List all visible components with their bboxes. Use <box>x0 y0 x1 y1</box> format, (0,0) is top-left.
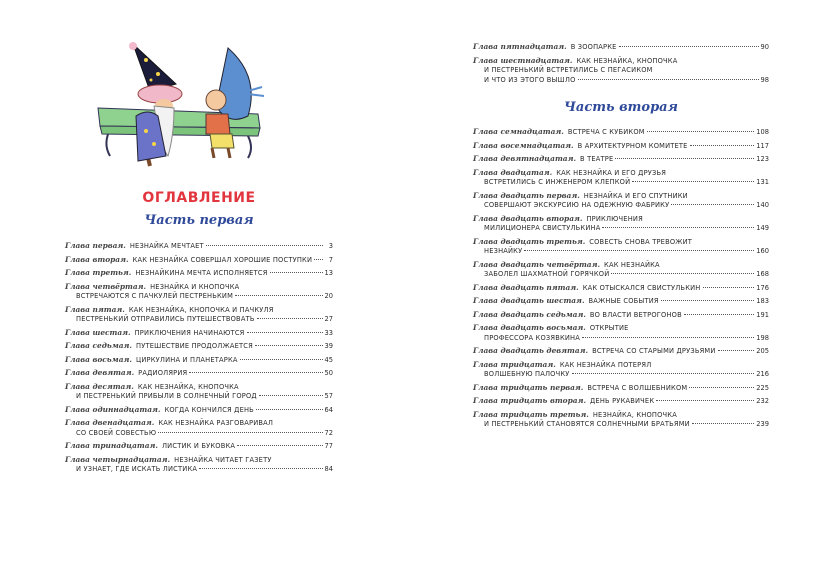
toc-entry[interactable] <box>473 383 769 393</box>
toc-entry[interactable] <box>473 396 769 406</box>
dot-leader <box>689 387 754 388</box>
page-number: 27 <box>324 314 333 323</box>
page-number: 183 <box>756 296 769 305</box>
dot-leader <box>572 373 755 374</box>
toc-entry-line <box>473 346 769 356</box>
toc-entry-line <box>473 141 769 151</box>
chapter-title: ВСТРЕЧА С ВОЛШЕБНИКОМ <box>587 382 688 392</box>
page-number: 117 <box>756 140 769 150</box>
dot-leader <box>692 423 754 424</box>
dot-leader <box>718 350 755 351</box>
page-number: 205 <box>756 346 769 355</box>
toc-entry-line <box>65 418 333 428</box>
chapter-label: Глава двадцать восьмая. <box>473 323 586 332</box>
chapter-title: И ПЕСТРЕНЬКИЙ СТАНОВЯТСЯ СОЛНЕЧНЫМИ БРАТЬЯМИ <box>484 419 690 428</box>
chapter-label: Глава двадцать вторая. <box>473 213 583 223</box>
page-number: 232 <box>756 396 769 405</box>
toc-entry-line <box>65 368 333 378</box>
toc-entry[interactable] <box>65 305 333 324</box>
page-number: 216 <box>756 369 769 378</box>
chapter-label: Глава тридцать первая. <box>473 382 584 392</box>
toc-entry[interactable] <box>65 441 333 451</box>
page-number: 72 <box>324 427 333 437</box>
chapter-label: Глава двадцать шестая. <box>473 296 585 305</box>
toc-entry[interactable] <box>473 191 769 210</box>
toc-entry[interactable] <box>473 42 769 52</box>
dot-leader <box>158 432 322 433</box>
chapter-label: Глава седьмая. <box>65 341 133 350</box>
page-number: 191 <box>756 309 769 319</box>
toc-entry-line <box>473 419 769 429</box>
toc-entry[interactable] <box>473 410 769 429</box>
dot-leader <box>684 314 754 315</box>
chapter-title: ВО ВЛАСТИ ВЕТРОГОНОВ <box>589 309 682 319</box>
chapter-label: Глава двенадцатая. <box>65 418 155 427</box>
toc-entry-line <box>473 269 769 279</box>
dot-leader <box>206 245 323 246</box>
toc-entry-line <box>473 283 769 293</box>
chapter-label: Глава восемнадцатая. <box>473 140 574 150</box>
chapter-label: Глава тринадцатая. <box>65 441 158 450</box>
chapter-title: ЛИСТИК И БУКОВКА <box>161 441 236 450</box>
chapter-label: Глава девятнадцатая. <box>473 154 577 163</box>
chapter-title: КАК НЕЗНАЙКА, КНОПОЧКА <box>137 381 239 391</box>
toc-entry-line <box>473 369 769 379</box>
toc-entry-line <box>473 56 769 66</box>
dot-leader <box>619 46 759 47</box>
page-number: 108 <box>756 127 769 136</box>
toc-entry-line <box>473 177 769 187</box>
chapter-title: НЕЗНАЙКА И КНОПОЧКА <box>150 281 240 291</box>
dot-leader <box>632 181 754 182</box>
page-number: 33 <box>324 327 333 337</box>
chapter-list-part-two <box>473 127 769 433</box>
chapter-label: Глава пятая. <box>65 304 125 314</box>
chapter-title: ВСТРЕЧА СО СТАРЫМИ ДРУЗЬЯМИ <box>592 346 716 355</box>
toc-entry-line <box>65 341 333 351</box>
chapter-title: И ЧТО ИЗ ЭТОГО ВЫШЛО <box>484 74 576 84</box>
chapter-label: Глава вторая. <box>65 254 129 264</box>
toc-entry[interactable] <box>473 237 769 256</box>
chapter-title: КАК НЕЗНАЙКА, КНОПОЧКА И ПАЧКУЛЯ <box>128 304 274 314</box>
toc-entry-line <box>473 246 769 256</box>
page-number: 90 <box>760 42 769 51</box>
toc-entry[interactable] <box>473 260 769 279</box>
chapter-title: НЕЗНАЙКИНА МЕЧТА ИСПОЛНЯЕТСЯ <box>135 268 268 277</box>
toc-entry[interactable] <box>473 168 769 187</box>
toc-entry[interactable] <box>65 382 333 401</box>
toc-entry[interactable] <box>473 310 769 320</box>
toc-entry-line <box>473 310 769 320</box>
toc-entry-line <box>473 191 769 201</box>
toc-entry-line <box>65 268 333 278</box>
toc-entry-line <box>473 214 769 224</box>
toc-entry-line <box>473 223 769 233</box>
chapter-label: Глава четырнадцатая. <box>65 454 171 464</box>
toc-entry[interactable] <box>65 405 333 415</box>
page-number: 39 <box>324 341 333 350</box>
toc-entry-line <box>473 333 769 343</box>
dot-leader <box>259 395 323 396</box>
dot-leader <box>237 445 322 446</box>
dot-leader <box>578 79 759 80</box>
chapter-title: СО СВОЕЙ СОВЕСТЬЮ <box>76 427 157 437</box>
page-number: 123 <box>756 154 769 163</box>
chapter-label: Глава двадцать первая. <box>473 190 580 200</box>
toc-entry[interactable] <box>473 323 769 342</box>
chapter-title: ПРИКЛЮЧЕНИЯ НАЧИНАЮТСЯ <box>134 327 245 337</box>
chapter-title: ЗАБОЛЕЛ ШАХМАТНОЙ ГОРЯЧКОЙ <box>484 269 610 278</box>
page-number: 131 <box>756 177 769 186</box>
toc-entry[interactable] <box>473 154 769 164</box>
page-number: 84 <box>324 464 333 473</box>
toc-entry-line <box>65 391 333 401</box>
toc-entry-line <box>65 255 333 265</box>
chapter-title: ДЕНЬ РУКАВИЧЕК <box>590 396 655 405</box>
chapter-title: РАДИОЛЯРИЯ <box>138 368 188 377</box>
chapter-label: Глава четвёртая. <box>65 281 147 291</box>
page-number: 13 <box>324 268 333 277</box>
page-number: 64 <box>324 404 333 414</box>
toc-entry-line <box>473 154 769 164</box>
chapter-title: ПРОФЕССОРА КОЗЯВКИНА <box>484 332 580 342</box>
chapter-label: Глава шестнадцатая. <box>473 55 573 65</box>
dot-leader <box>656 400 754 401</box>
chapter-title: ВОЛШЕБНУЮ ПАЛОЧКУ <box>484 369 570 378</box>
toc-entry-line <box>473 237 769 247</box>
dot-leader <box>671 204 754 205</box>
toc-entry[interactable] <box>473 296 769 306</box>
chapter-title: И УЗНАЕТ, ГДЕ ИСКАТЬ ЛИСТИКА <box>76 464 198 473</box>
toc-entry-line <box>65 455 333 465</box>
page-number: 168 <box>756 269 769 278</box>
chapter-title: МИЛИЦИОНЕРА СВИСТУЛЬКИНА <box>484 223 601 232</box>
dot-leader <box>240 359 323 360</box>
chapter-label: Глава тридцать вторая. <box>473 396 587 405</box>
chapter-title: ВСТРЕЧАЮТСЯ С ПАЧКУЛЕЙ ПЕСТРЕНЬКИМ <box>76 291 234 300</box>
dot-leader <box>199 468 322 469</box>
toc-entry[interactable] <box>65 418 333 437</box>
toc-entry-line <box>473 42 769 52</box>
chapter-list-part-one <box>65 241 333 478</box>
dot-leader <box>690 145 755 146</box>
page-number: 239 <box>756 419 769 428</box>
toc-entry-line <box>473 383 769 393</box>
toc-entry-line <box>65 428 333 438</box>
page-number: 198 <box>756 332 769 342</box>
toc-entry[interactable] <box>65 368 333 378</box>
chapter-title: КАК НЕЗНАЙКА <box>604 259 660 269</box>
chapter-title: НЕЗНАЙКУ <box>484 246 523 255</box>
chapter-title: ОТКРЫТИЕ <box>589 323 629 332</box>
toc-entry[interactable] <box>65 255 333 265</box>
toc-entry-line <box>473 200 769 210</box>
chapter-title: ВАЖНЫЕ СОБЫТИЯ <box>588 296 659 305</box>
page-number: 160 <box>756 246 769 255</box>
toc-entry-line <box>65 405 333 415</box>
toc-entry[interactable] <box>65 355 333 365</box>
chapter-label: Глава девятая. <box>65 368 135 377</box>
chapter-label: Глава одиннадцатая. <box>65 404 161 414</box>
toc-entry[interactable] <box>65 328 333 338</box>
chapter-title: ВСТРЕТИЛИСЬ С ИНЖЕНЕРОМ КЛЕПКОЙ <box>484 177 631 186</box>
toc-entry[interactable] <box>65 268 333 278</box>
toc-entry-line <box>473 410 769 420</box>
chapter-title: НЕЗНАЙКА И ЕГО СПУТНИКИ <box>583 190 688 200</box>
page-number: 3 <box>328 241 333 250</box>
chapter-title: ПРИКЛЮЧЕНИЯ <box>586 213 643 223</box>
part-two-title: Часть вторая <box>564 100 678 115</box>
chapter-title: КОГДА КОНЧИЛСЯ ДЕНЬ <box>164 404 254 414</box>
chapter-title: КАК НЕЗНАЙКА ПОТЕРЯЛ <box>559 359 652 369</box>
toc-entry-line <box>473 260 769 270</box>
toc-entry[interactable] <box>65 241 333 251</box>
chapter-label: Глава восьмая. <box>65 354 132 364</box>
page-number: 57 <box>324 391 333 400</box>
dot-leader <box>524 250 754 251</box>
toc-entry-line <box>473 75 769 85</box>
toc-entry-line <box>473 296 769 306</box>
toc-entry[interactable] <box>473 214 769 233</box>
right-page <box>410 0 820 565</box>
chapter-title: И ПЕСТРЕНЬКИЙ ПРИБЫЛИ В СОЛНЕЧНЫЙ ГОРОД <box>76 391 257 400</box>
toc-entry-line <box>473 168 769 178</box>
chapter-title: НЕЗНАЙКА, КНОПОЧКА <box>592 409 677 419</box>
chapter-title: КАК НЕЗНАЙКА СОВЕРШАЛ ХОРОШИЕ ПОСТУПКИ <box>132 254 313 264</box>
chapter-list-part-one-continued <box>473 42 769 88</box>
page-number: 98 <box>760 74 769 84</box>
toc-entry-line <box>473 127 769 137</box>
toc-entry[interactable] <box>473 283 769 293</box>
chapter-label: Глава тридцать третья. <box>473 409 589 419</box>
toc-entry-line <box>65 241 333 251</box>
toc-entry[interactable] <box>473 360 769 379</box>
chapter-title: КАК НЕЗНАЙКА, КНОПОЧКА <box>576 55 678 65</box>
table-of-contents-heading: ОГЛАВЛЕНИЕ <box>142 190 256 206</box>
dot-leader <box>255 345 323 346</box>
chapter-label: Глава шестая. <box>65 327 131 337</box>
chapter-title: В АРХИТЕКТУРНОМ КОМИТЕТЕ <box>577 140 688 150</box>
chapter-label: Глава тридцатая. <box>473 359 556 369</box>
page-number: 50 <box>324 368 333 377</box>
chapter-label: Глава двадцатая. <box>473 167 553 177</box>
toc-entry-line <box>473 65 769 75</box>
page-number: 7 <box>328 254 333 264</box>
toc-entry-line <box>65 355 333 365</box>
dot-leader <box>189 372 322 373</box>
chapter-label: Глава двадцать четвёртая. <box>473 259 601 269</box>
toc-entry[interactable] <box>65 341 333 351</box>
dot-leader <box>647 131 755 132</box>
dot-leader <box>235 295 323 296</box>
toc-entry[interactable] <box>473 56 769 85</box>
page-number: 225 <box>756 382 769 392</box>
chapter-label: Глава десятая. <box>65 381 134 391</box>
toc-entry-line <box>473 360 769 370</box>
dot-leader <box>256 409 323 410</box>
page-number: 176 <box>756 282 769 292</box>
chapter-title: КАК НЕЗНАЙКА И ЕГО ДРУЗЬЯ <box>556 167 667 177</box>
toc-entry-line <box>65 291 333 301</box>
toc-entry-line <box>473 396 769 406</box>
page-number: 149 <box>756 223 769 232</box>
toc-entry-line <box>65 328 333 338</box>
chapter-label: Глава первая. <box>65 241 126 250</box>
page-number: 20 <box>324 291 333 300</box>
toc-entry-line <box>473 323 769 333</box>
page-number: 45 <box>324 354 333 364</box>
chapter-label: Глава третья. <box>65 268 132 277</box>
toc-entry-line <box>65 464 333 474</box>
toc-entry-line <box>65 314 333 324</box>
toc-entry[interactable] <box>473 127 769 137</box>
part-one-title: Часть первая <box>144 213 254 228</box>
chapter-label: Глава семнадцатая. <box>473 127 564 136</box>
toc-entry-line <box>65 305 333 315</box>
chapter-title: ВСТРЕЧА С КУБИКОМ <box>567 127 645 136</box>
dot-leader <box>661 300 755 301</box>
chapter-label: Глава двадцать седьмая. <box>473 309 586 319</box>
toc-entry[interactable] <box>65 455 333 474</box>
chapter-label: Глава пятнадцатая. <box>473 42 567 51</box>
dot-leader <box>314 259 323 260</box>
toc-entry-line <box>65 441 333 451</box>
toc-entry[interactable] <box>473 346 769 356</box>
chapter-title: ПУТЕШЕСТВИЕ ПРОДОЛЖАЕТСЯ <box>136 341 253 350</box>
chapter-label: Глава двадцать пятая. <box>473 282 579 292</box>
dot-leader <box>602 227 754 228</box>
chapter-title: КАК ОТЫСКАЛСЯ СВИСТУЛЬКИН <box>582 282 701 292</box>
chapter-title: СОВЕСТЬ СНОВА ТРЕВОЖИТ <box>589 236 693 246</box>
dot-leader <box>582 337 754 338</box>
chapter-label: Глава двадцать третья. <box>473 236 586 246</box>
dot-leader <box>611 273 754 274</box>
chapter-title: ЦИРКУЛИНА И ПЛАНЕТАРКА <box>135 354 238 364</box>
toc-entry-line <box>65 282 333 292</box>
dot-leader <box>257 318 323 319</box>
chapter-title: СОВЕРШАЮТ ЭКСКУРСИЮ НА ОДЕЖНУЮ ФАБРИКУ <box>484 200 670 209</box>
dot-leader <box>615 158 754 159</box>
dot-leader <box>703 287 755 288</box>
page-number: 77 <box>324 441 333 450</box>
toc-entry-line <box>65 382 333 392</box>
chapter-label: Глава двадцать девятая. <box>473 346 589 355</box>
chapter-title: НЕЗНАЙКА ЧИТАЕТ ГАЗЕТУ <box>174 454 272 464</box>
wizard-and-neznaika-illustration <box>88 36 288 176</box>
chapter-title: НЕЗНАЙКА МЕЧТАЕТ <box>129 241 204 250</box>
chapter-title: В ТЕАТРЕ <box>580 154 614 163</box>
page-number: 140 <box>756 200 769 209</box>
toc-entry[interactable] <box>65 282 333 301</box>
chapter-title: В ЗООПАРКЕ <box>570 42 617 51</box>
dot-leader <box>247 332 323 333</box>
chapter-title: ПЕСТРЕНЬКИЙ ОТПРАВИЛИСЬ ПУТЕШЕСТВОВАТЬ <box>76 314 255 323</box>
chapter-title: И ПЕСТРЕНЬКИЙ ВСТРЕТИЛИСЬ С ПЕГАСИКОМ <box>484 65 653 74</box>
toc-entry[interactable] <box>473 141 769 151</box>
dot-leader <box>270 272 323 273</box>
chapter-title: КАК НЕЗНАЙКА РАЗГОВАРИВАЛ <box>158 418 274 427</box>
